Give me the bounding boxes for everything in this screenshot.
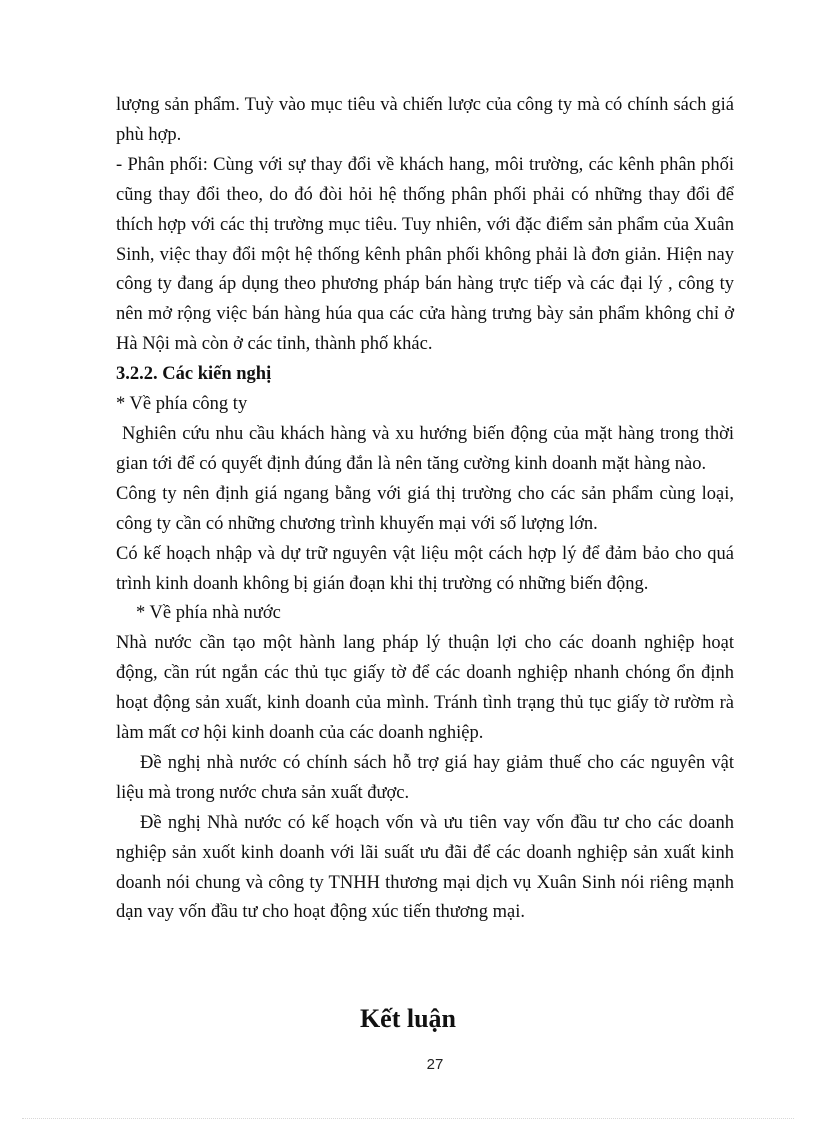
paragraph-price-policy: lượng sản phẩm. Tuỳ vào mục tiêu và chiến lược của công ty mà có chính sách giá phù hợp. xyxy=(116,95,734,145)
paragraph-inventory: Có kế hoạch nhập và dự trữ nguyên vật liệu một cách hợp lý để đảm bảo cho quá trình kinh doanh không bị gián đoạn khi thị trường có những biến động. xyxy=(116,543,734,594)
body-text xyxy=(116,91,734,928)
heading-recommendations: 3.2.2. Các kiến nghị xyxy=(116,364,272,385)
subheading-state: * Về phía nhà nước xyxy=(136,603,281,624)
paragraph-research: Nghiên cứu nhu cầu khách hàng và xu hướng biến động của mặt hàng trong thời gian tới để có quyết định đúng đắn là nên tăng cường kinh doanh mặt hàng nào. xyxy=(116,423,734,474)
page-bottom-divider xyxy=(22,1118,794,1119)
page-number: 27 xyxy=(426,1056,444,1073)
paragraph-pricing: Công ty nên định giá ngang bằng với giá thị trường cho các sản phẩm cùng loại, công ty cần có những chương trình khuyến mại với số lượng lớn. xyxy=(116,483,734,534)
paragraph-distribution: - Phân phối: Cùng với sự thay đổi về khách hang, môi trường, các kênh phân phối cũng thay đổi theo, do đó đòi hỏi hệ thống phân phối phải có những thay đổi để thích hợp với các thị trường mục tiêu. Tuy nhiên, với đặc điểm sản phẩm của Xuân Sinh, việc thay đổi một hệ thống kênh phân phối không phải là đơn giản. Hiện nay công ty đang áp dụng theo phương pháp bán hàng trực tiếp và các đại lý , công ty nên mở rộng việc bán hàng húa qua các cửa hàng trưng bày sản phẩm không chỉ ở Hà Nội mà còn ở các tỉnh, thành phố khác. xyxy=(116,154,734,355)
paragraph-legal-framework: Nhà nước cần tạo một hành lang pháp lý thuận lợi cho các doanh nghiệp hoạt động, cần rút ngắn các thủ tục giấy tờ để các doanh nghiệp nhanh chóng ổn định hoạt động sản xuất, kinh doanh của mình. Tránh tình trạng thủ tục giấy tờ rườm rà làm mất cơ hội kinh doanh của các doanh nghiệp. xyxy=(116,633,734,744)
section-title: Kết luận xyxy=(359,1004,457,1033)
paragraph-capital-support: Đề nghị Nhà nước có kế hoạch vốn và ưu tiên vay vốn đầu tư cho các doanh nghiệp sản xuốt kinh doanh với lãi suất ưu đãi để các doanh nghiệp sản xuất kinh doanh nói chung và công ty TNHH thương mại dịch vụ Xuân Sinh nói riêng mạnh dạn vay vốn đầu tư cho hoạt động xúc tiến thương mại. xyxy=(116,812,734,923)
paragraph-tax-support: Đề nghị nhà nước có chính sách hỗ trợ giá hay giảm thuế cho các nguyên vật liệu mà trong nước chưa sản xuất được. xyxy=(116,752,734,803)
subheading-company: * Về phía công ty xyxy=(116,394,248,415)
